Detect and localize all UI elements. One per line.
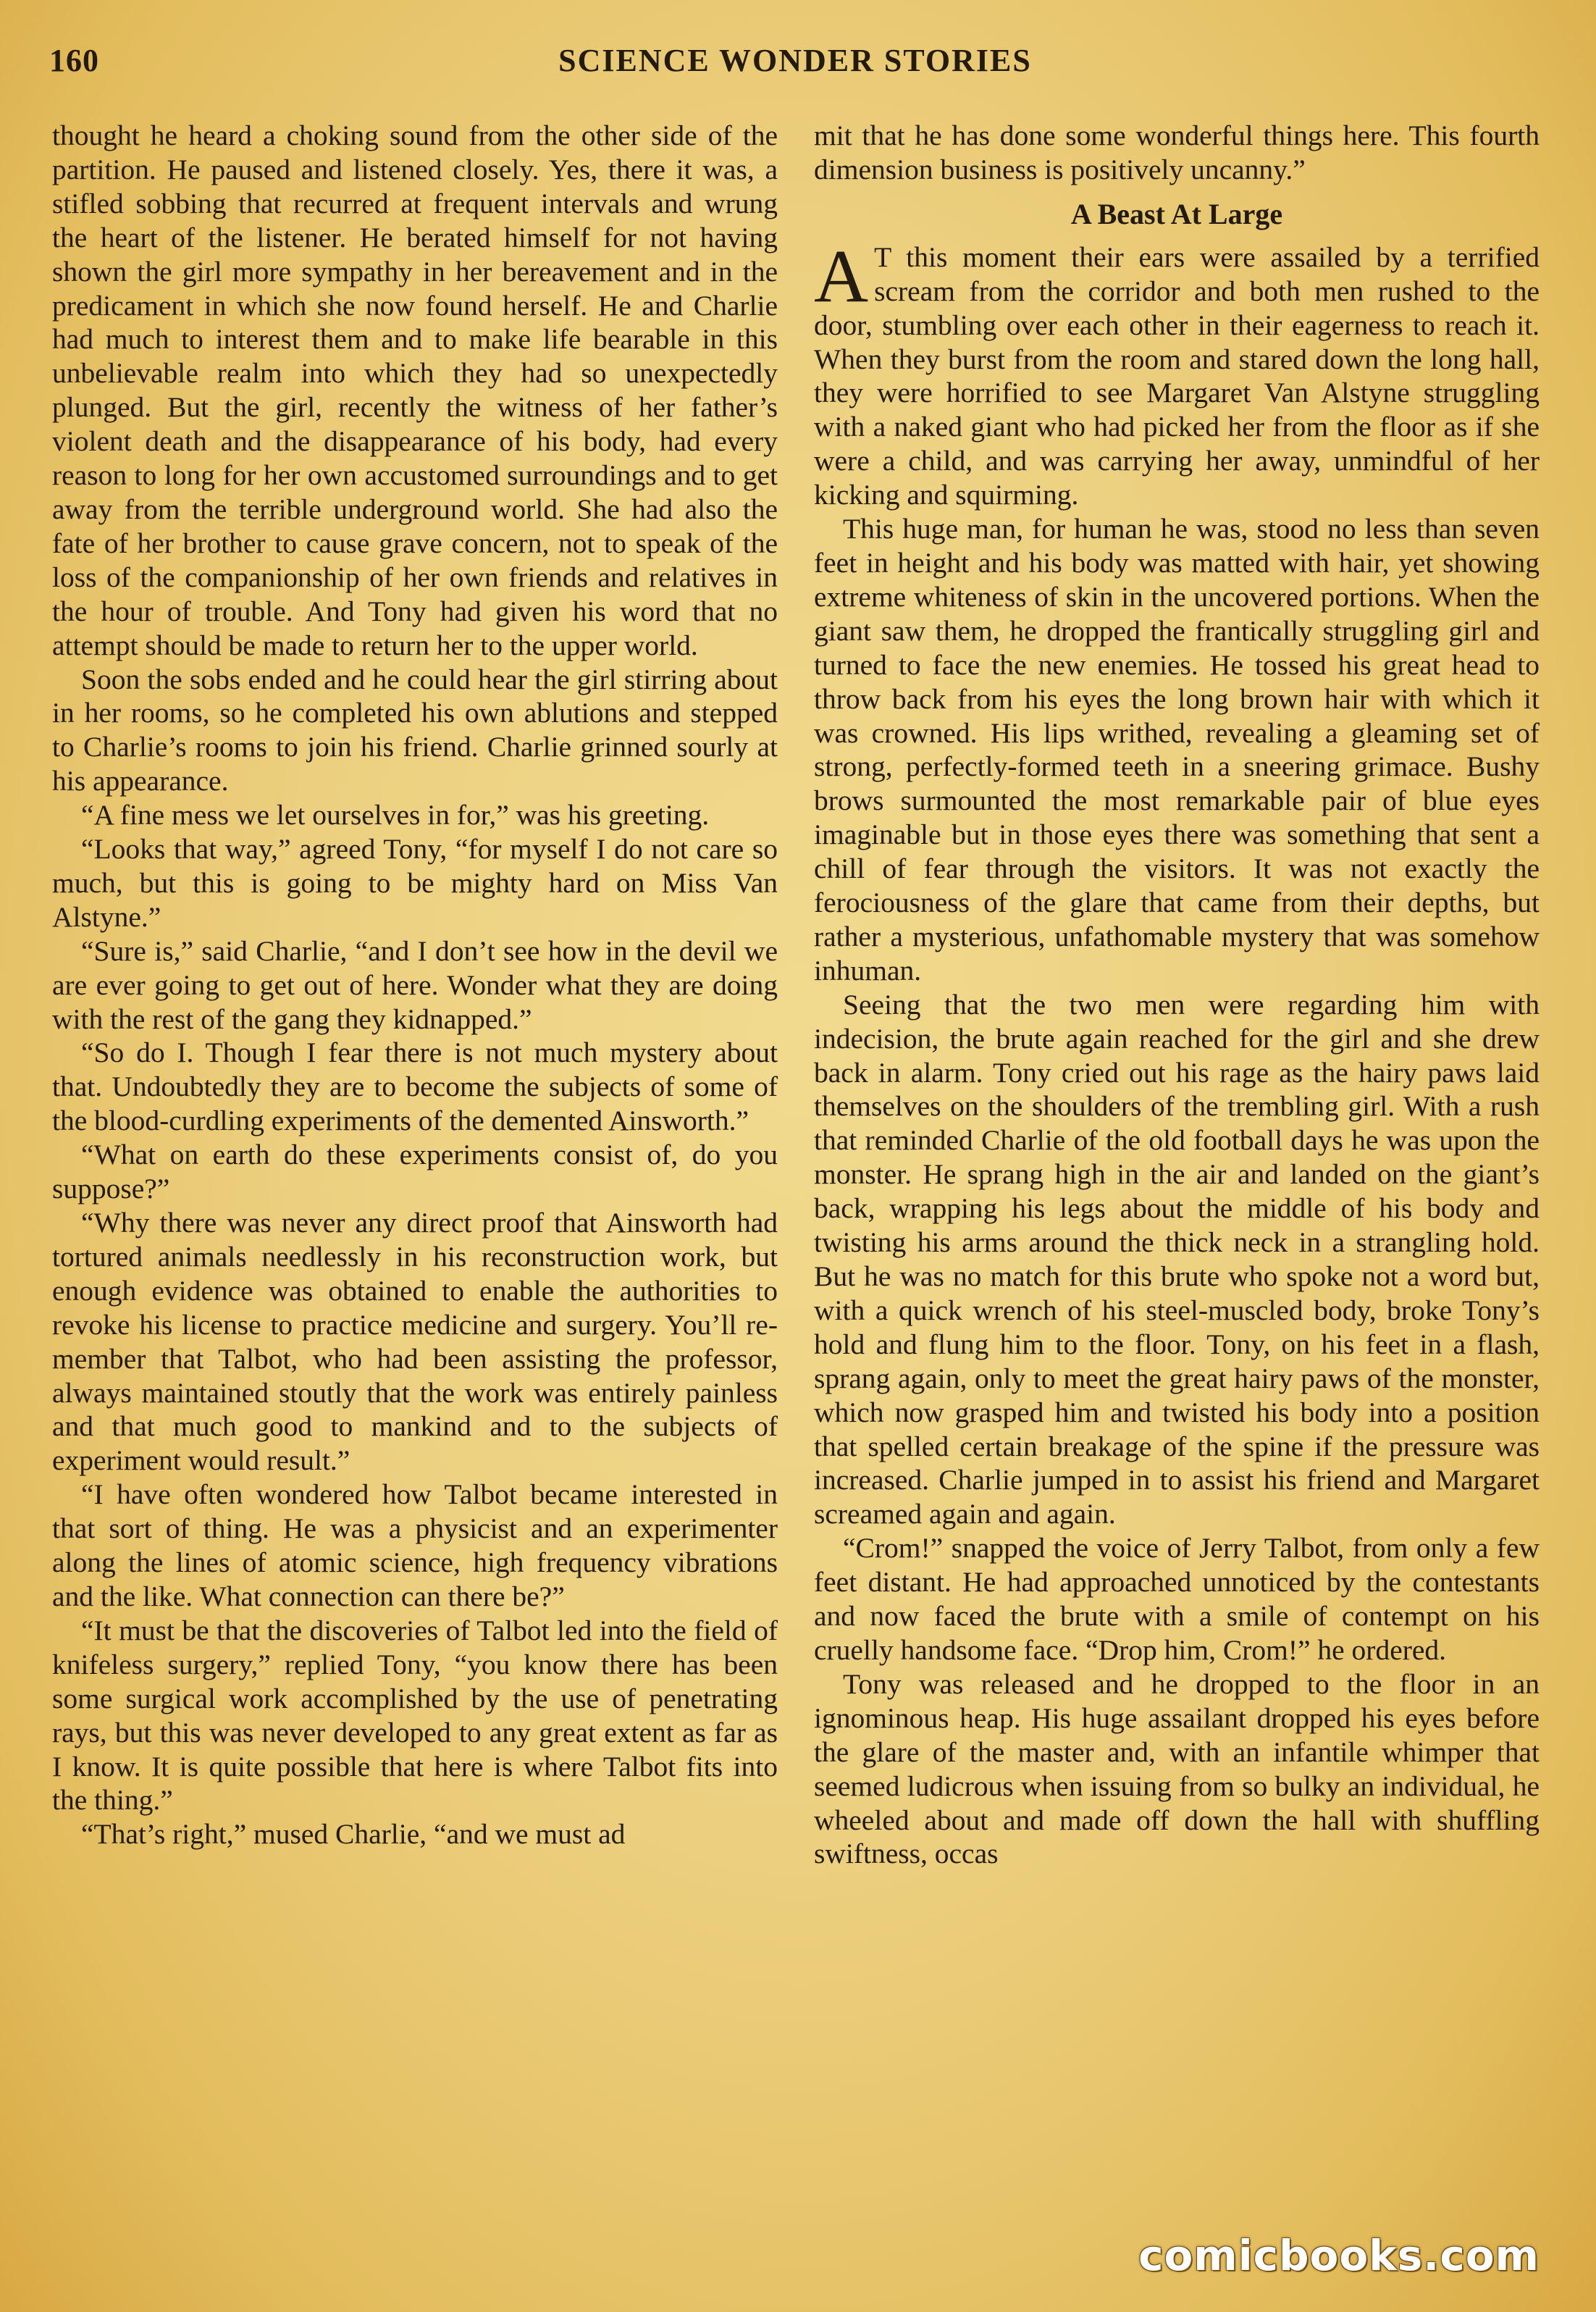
paragraph: thought he heard a choking sound from the other side of the partition. He paused and listened closely. Yes, there it was, a stifled sobbing that recurred at frequent intervals and wrung the heart of the listener. He berated himself for not having shown the girl more sympathy in her bereavement and in the predicament in which she now found herself. He and Charlie had much to interest them and to make life bearable in this unbelievable realm into which they had so unexpectedly plunged. But the girl, recently the witness of her father’s violent death and the disappearance of his body, had every reason to long for her own accustomed surroundings and to get away from the terrible underground world. She had also the fate of her brother to cause grave concern, not to speak of the loss of the companionship of her own friends and relatives in the hour of trouble. And Tony had given his word that no attempt should be made to return her to the upper world. — [52, 120, 778, 661]
page-header — [46, 42, 1544, 85]
paragraph: Tony was released and he dropped to the floor in an ignominous heap. His huge assailant dropped his eyes before the glare of the master and, with an infantile whimper that seemed ludicrous when issuing from so bulky an individual, he wheeled about and made off down the hall with shuffling swiftness, occas — [814, 1667, 1540, 1870]
paragraph: Seeing that the two men were regarding him with indecision, the brute again reached for the girl and she drew back in alarm. Tony cried out his rage as the hairy paws laid themselves on the shoulders of the trembling girl. With a rush that reminded Charlie of the old football days he was upon the monster. He sprang high in the air and landed on the giant’s back, wrapping his legs about the middle of his body and twisting his arms around the thick neck in a strangling hold. But he was no match for this brute who spoke not a word but, with a quick wrench of his steel-muscled body, broke Tony’s hold and flung him to the floor. Tony, on his feet in a flash, sprang again, only to meet the great hairy paws of the monster, which now grasped him and twisted his body into a position that spelled certain breakage of the spine if the pressure was increased. Charlie jumped in to assist his friend and Margaret screamed again and again. — [814, 988, 1540, 1530]
running-title: SCIENCE WONDER STORIES — [558, 43, 1032, 78]
right-column — [814, 119, 1540, 1871]
paragraph: “What on earth do these experiments consist of, do you suppose?” — [52, 1139, 778, 1205]
paragraph: Soon the sobs ended and he could hear the girl stirring about in her rooms, so he completed his own ablutions and stepped to Charlie’s rooms to join his friend. Charlie grinned sourly at his appearance. — [52, 663, 778, 797]
page-number: 160 — [49, 43, 99, 78]
paragraph: “That’s right,” mused Charlie, “and we must ad — [81, 1818, 626, 1851]
paragraph: “So do I. Though I fear there is not much mystery about that. Undoubtedly they are to become the subjects of some of the blood-curdling experiments of the demented Ainsworth.” — [52, 1036, 778, 1137]
drop-cap: A — [814, 234, 869, 318]
paragraph-continuation: mit that he has done some wonderful things here. This fourth dimension business is positively uncanny.” — [814, 120, 1540, 185]
paragraph: “A fine mess we let ourselves in for,” was his greeting. — [81, 799, 710, 832]
section-heading: A Beast At Large — [1070, 197, 1283, 230]
opening-paragraph-text: T this moment their ears were assailed by a terrified scream from the corridor and both men rushed to the door, stumbling over each other in their eagerness to reach it. When they burst from the room and stared down the long hall, they were horrified to see Margaret Van Alstyne struggling with a naked giant who had picked her from the floor as if she were a child, and was carrying her away, unmindful of her kicking and squirming. — [814, 240, 1540, 511]
paragraph: “I have often wondered how Talbot became interested in that sort of thing. He was a physicist and an experimenter along the lines of atomic science, high frequency vibrations and the like. What connection can there be?” — [52, 1478, 778, 1612]
paragraph: “Why there was never any direct proof that Ainsworth had tortured animals needlessly in his reconstruction work, but enough evidence was obtained to enable the authorities to revoke his license to practice medicine and surgery. You’ll remember that Talbot, who had been assisting the professor, always maintained stoutly that the work was entirely painless and that much good to mankind and to the subjects of experiment would result.” — [52, 1207, 778, 1477]
left-column — [52, 119, 778, 1851]
opening-paragraph — [814, 234, 1540, 512]
watermark: comicbooks.com — [1138, 2231, 1540, 2280]
paragraph: This huge man, for human he was, stood no less than seven feet in height and his body was matted with hair, yet showing extreme whiteness of skin in the uncovered portions. When the giant saw them, he dropped the frantically struggling girl and turned to face the new enemies. He tossed his great head to throw back from his eyes the long brown hair with which it was crowned. His lips writhed, revealing a gleaming set of strong, perfectly-formed teeth in a sneering grimace. Bushy brows surmounted the most remarkable pair of blue eyes imaginable but in those eyes there was something that sent a chill of fear through the visitors. It was not exactly the ferociousness of the glare that came from their depths, but rather a mysterious, unfathomable mystery that was somehow inhuman. — [814, 513, 1540, 987]
paragraph: “Sure is,” said Charlie, “and I don’t see how in the devil we are ever going to get out of here. Wonder what they are doing with the rest of the gang they kidnapped.” — [52, 934, 778, 1035]
paragraph: “It must be that the discoveries of Talbot led into the field of knifeless surgery,” replied Tony, “you know there has been some surgical work accomplished by the use of penetrating rays, but this was never developed to any great extent as far as I know. It is quite possible that here is where Talbot fits into the thing.” — [52, 1614, 778, 1817]
paragraph: “Looks that way,” agreed Tony, “for myself I do not care so much, but this is going to be mighty hard on Miss Van Alstyne.” — [52, 833, 778, 933]
paragraph: “Crom!” snapped the voice of Jerry Talbot, from only a few feet distant. He had approached unnoticed by the contestants and now faced the brute with a smile of contempt on his cruelly handsome face. “Drop him, Crom!” he ordered. — [814, 1532, 1540, 1666]
